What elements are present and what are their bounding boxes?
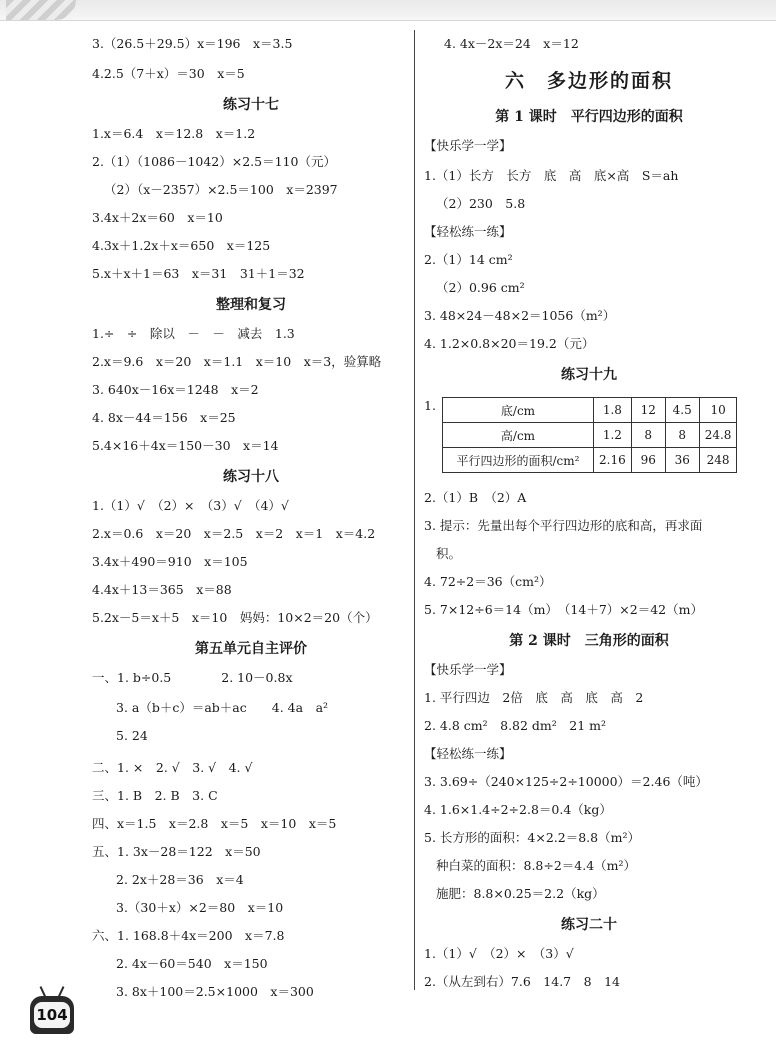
answer-line: 2.（1）14 cm² (424, 252, 513, 267)
answer-line: 1.x＝6.4 x＝12.8 x＝1.2 (92, 126, 256, 141)
answer-line: 4. 1.2×0.8×20＝19.2（元） (424, 336, 595, 351)
answer-line: 一、1. b÷0.5 2. 10－0.8x (92, 670, 293, 685)
section-tag: 【轻松练一练】 (424, 746, 512, 761)
table-cell: 36 (665, 448, 699, 473)
answer-line: 5. 长方形的面积：4×2.2＝8.8（m²） (424, 830, 640, 845)
answer-line: 5. 7×12÷6＝14（m） （14＋7）×2＝42（m） (424, 602, 703, 617)
answer-line: 2. 4.8 cm² 8.82 dm² 21 m² (424, 718, 607, 733)
page-header-strip (0, 0, 776, 21)
table-cell: 1.8 (594, 398, 632, 423)
answer-line: 积。 (436, 546, 462, 561)
section-tag: 【快乐学一学】 (424, 138, 512, 153)
answer-line: 3. a（b＋c）＝ab＋ac 4. 4a a² (116, 700, 329, 715)
answer-line: （2）（x－2357）×2.5＝100 x＝2397 (104, 182, 338, 197)
answer-line: 4.4x＋13＝365 x＝88 (92, 582, 232, 597)
answer-line: 5. 24 (116, 728, 148, 743)
column-divider (414, 30, 415, 990)
section-heading: 第五单元自主评价 (195, 641, 307, 657)
answer-line: 二、1. × 2. √ 3. √ 4. √ (92, 760, 253, 775)
answer-line: 1. (424, 398, 436, 413)
answer-line: 1.÷ ÷ 除以 － － 减去 1.3 (92, 326, 295, 341)
table-row (443, 423, 737, 448)
answer-line: 4. 1.6×1.4÷2÷2.8＝0.4（kg） (424, 802, 612, 817)
table-cell: 8 (631, 423, 665, 448)
answer-line: 5.2x－5＝x＋5 x＝10 妈妈：10×2＝20（个） (92, 610, 378, 625)
answer-line: 2.（从左到右）7.6 14.7 8 14 (424, 974, 620, 989)
answer-line: 5.4×16＋4x＝150－30 x＝14 (92, 438, 279, 453)
answer-line: 3. 提示：先量出每个平行四边形的底和高，再求面 (424, 518, 703, 533)
answer-line: 1. 平行四边 2倍 底 高 底 高 2 (424, 690, 644, 705)
answer-line: 六、1. 168.8＋4x＝200 x＝7.8 (92, 928, 285, 943)
table-cell: 2.16 (594, 448, 632, 473)
section-heading: 整理和复习 (216, 297, 286, 313)
answer-line: 3.（30＋x）×2＝80 x＝10 (116, 900, 284, 915)
table-cell: 12 (631, 398, 665, 423)
answer-line: 4.3x＋1.2x＋x＝650 x＝125 (92, 238, 271, 253)
lesson-heading: 第 1 课时 平行四边形的面积 (495, 109, 683, 125)
section-heading: 练习十八 (223, 469, 279, 485)
answer-line: 3. 640x－16x＝1248 x＝2 (92, 382, 259, 397)
header-decoration (6, 0, 76, 20)
answer-line: 四、x＝1.5 x＝2.8 x＝5 x＝10 x＝5 (92, 816, 337, 831)
answer-line: 2.（1）B （2）A (424, 490, 527, 505)
answer-line: 2.（1）（1086－1042）×2.5＝110（元） (92, 154, 336, 169)
answer-line: 1.（1）√ （2）× （3）√ （4）√ (92, 498, 289, 513)
answer-line: 2. 2x＋28＝36 x＝4 (116, 872, 244, 887)
parallelogram-table (442, 397, 737, 473)
table-cell: 10 (699, 398, 737, 423)
table-cell: 8 (665, 423, 699, 448)
table-row-label: 平行四边形的面积/cm² (443, 448, 594, 473)
table-cell: 96 (631, 448, 665, 473)
answer-line: 1.（1）长方 长方 底 高 底×高 S＝ah (424, 168, 679, 183)
answer-line: 三、1. B 2. B 3. C (92, 788, 218, 803)
section-heading: 练习十九 (561, 367, 617, 383)
answer-line: 五、1. 3x－28＝122 x＝50 (92, 844, 261, 859)
answer-line: 3.（26.5＋29.5）x＝196 x＝3.5 (92, 36, 293, 51)
table-cell: 1.2 (594, 423, 632, 448)
answer-line: 4. 4x－2x＝24 x＝12 (444, 36, 579, 51)
table-cell: 24.8 (699, 423, 737, 448)
table-cell: 248 (699, 448, 737, 473)
answer-line: 种白菜的面积：8.8÷2＝4.4（m²） (436, 858, 637, 873)
table-row (443, 448, 737, 473)
section-tag: 【快乐学一学】 (424, 662, 512, 677)
answer-line: 3. 3.69÷（240×125÷2÷10000）＝2.46（吨） (424, 774, 708, 789)
section-heading: 练习十七 (223, 97, 279, 113)
table-row-label: 高/cm (443, 423, 594, 448)
answer-line: 施肥：8.8×0.25＝2.2（kg） (436, 886, 605, 901)
section-heading: 练习二十 (561, 917, 617, 933)
answer-line: 1.（1）√ （2）× （3）√ (424, 946, 574, 961)
answer-line: 4. 8x－44＝156 x＝25 (92, 410, 236, 425)
table-row (443, 398, 737, 423)
table-cell: 4.5 (665, 398, 699, 423)
answer-line: 4. 72÷2＝36（cm²） (424, 574, 552, 589)
page-number-badge (30, 996, 74, 1034)
answer-line: 4.2.5（7＋x）＝30 x＝5 (92, 66, 245, 81)
answer-line: 3.4x＋490＝910 x＝105 (92, 554, 248, 569)
answer-line: 2.x＝0.6 x＝20 x＝2.5 x＝2 x＝1 x＝4.2 (92, 526, 376, 541)
answer-line: 3. 8x＋100＝2.5×1000 x＝300 (116, 984, 314, 999)
answer-line: （2）230 5.8 (436, 196, 526, 211)
page-number: 104 (34, 1002, 70, 1028)
table-row-label: 底/cm (443, 398, 594, 423)
answer-line: 5.x＋x＋1＝63 x＝31 31＋1＝32 (92, 266, 305, 281)
section-tag: 【轻松练一练】 (424, 224, 512, 239)
answer-line: （2）0.96 cm² (436, 280, 525, 295)
answer-line: 3. 48×24－48×2＝1056（m²） (424, 308, 616, 323)
answer-line: 3.4x＋2x＝60 x＝10 (92, 210, 223, 225)
chapter-title: 六 多边形的面积 (504, 70, 673, 92)
answer-line: 2.x＝9.6 x＝20 x＝1.1 x＝10 x＝3，验算略 (92, 354, 382, 369)
lesson-heading: 第 2 课时 三角形的面积 (509, 633, 669, 649)
answer-line: 2. 4x－60＝540 x＝150 (116, 956, 268, 971)
